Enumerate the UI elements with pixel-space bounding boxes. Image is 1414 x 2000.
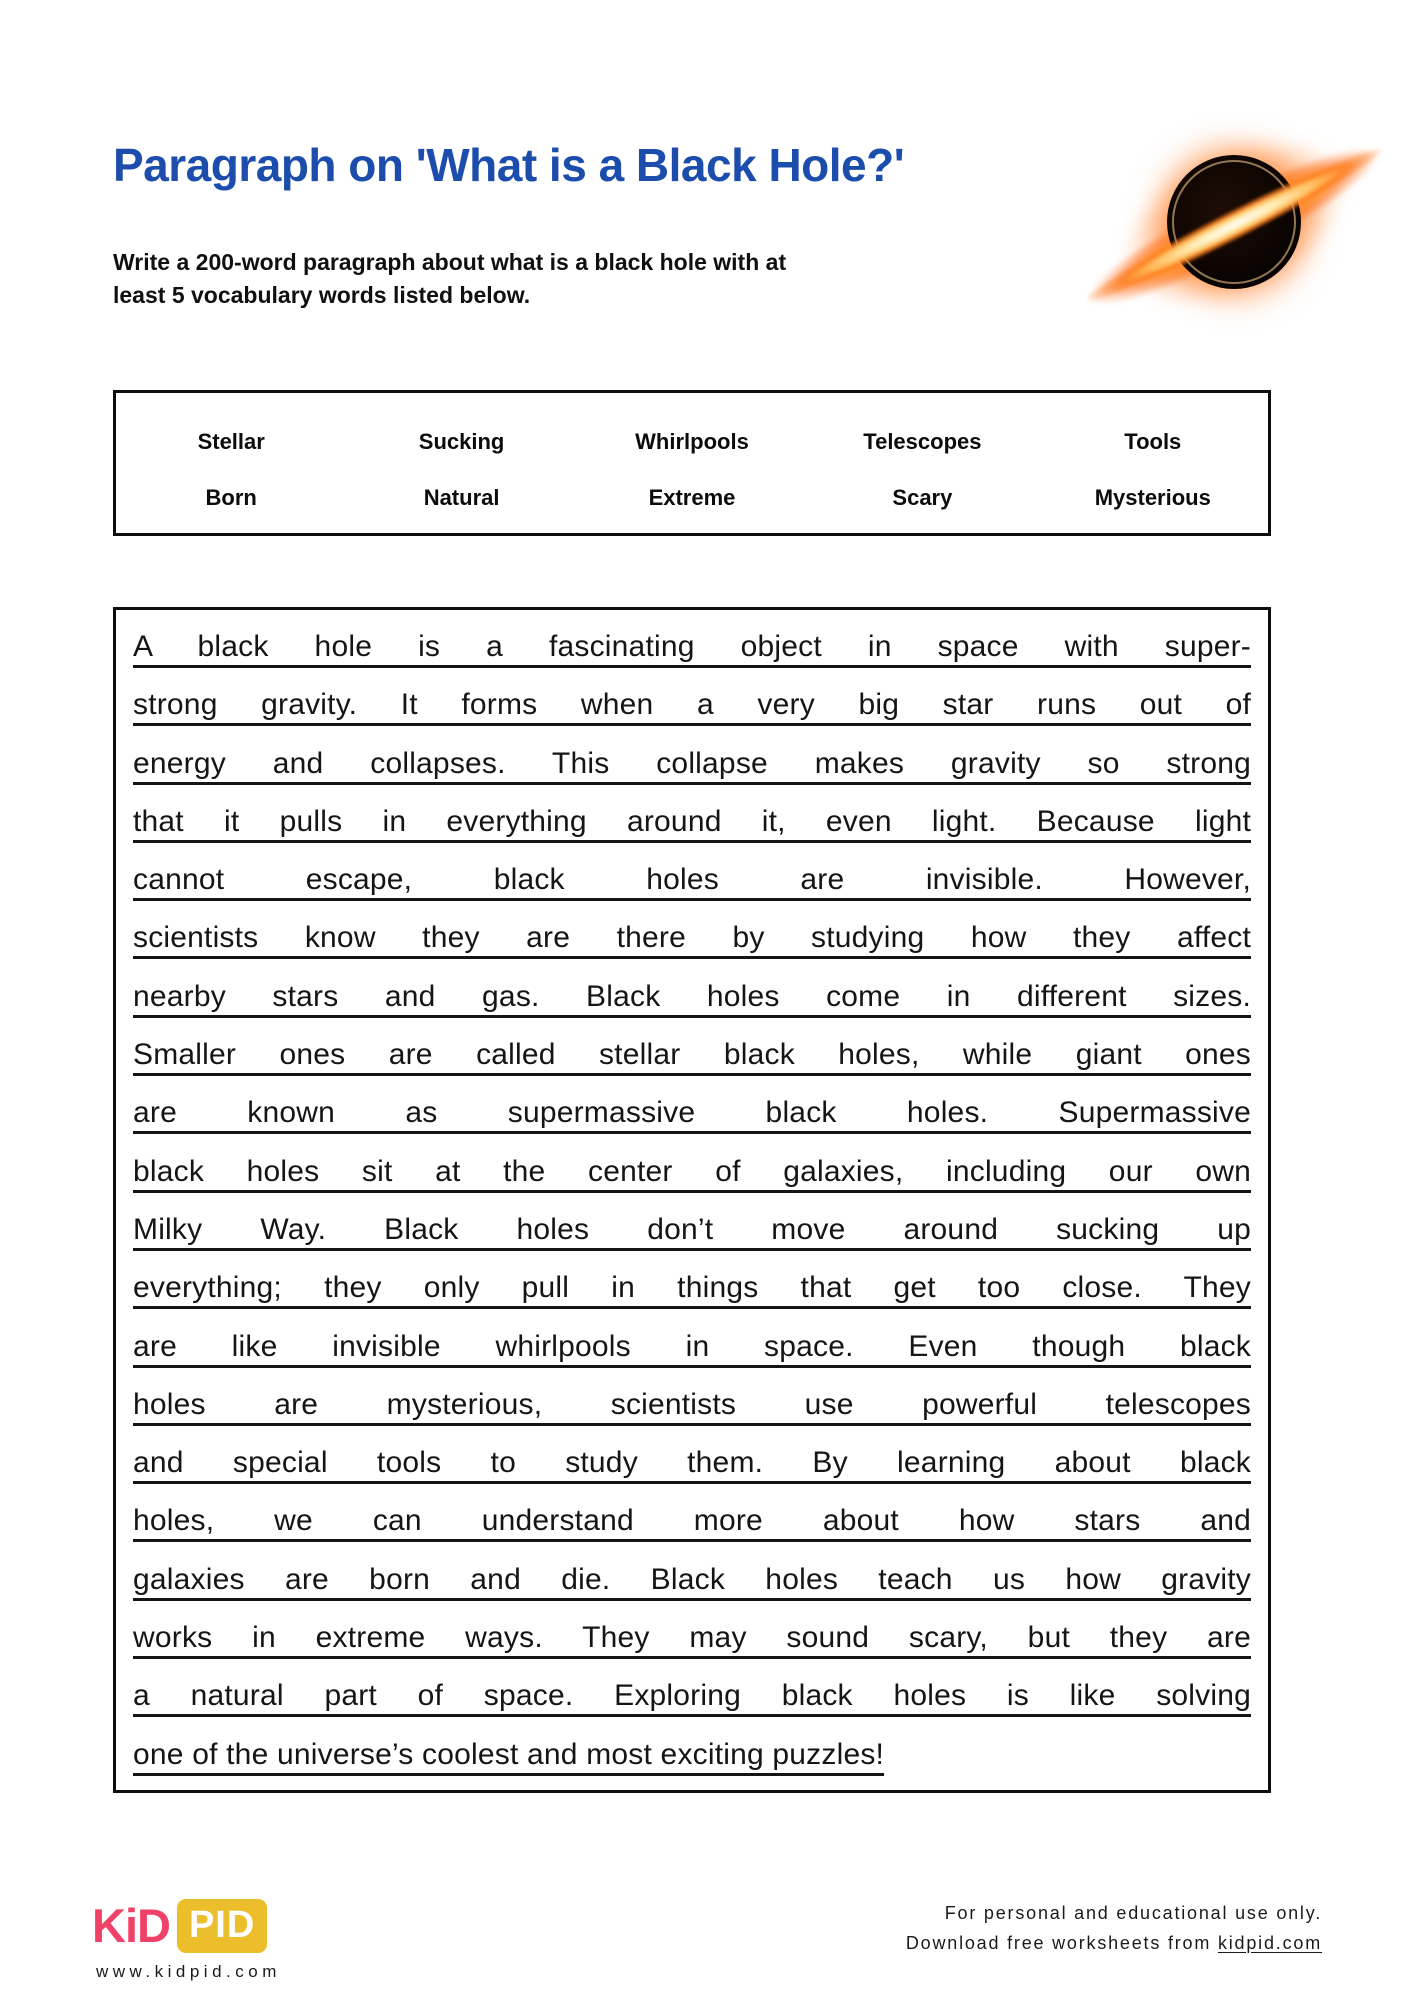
paragraph-line: holes, we can understand more about how stars and bbox=[133, 1504, 1251, 1538]
instructions-line-1: Write a 200-word paragraph about what is a black hole with at bbox=[113, 249, 787, 275]
paragraph-line: are known as supermassive black holes. Supermassive bbox=[133, 1096, 1251, 1130]
paragraph-line: cannot escape, black holes are invisible. However, bbox=[133, 863, 1251, 897]
paragraph-line: strong gravity. It forms when a very big star runs out of bbox=[133, 688, 1251, 722]
kidpid-logo-pid: PID bbox=[177, 1899, 267, 1953]
vocab-word: Tools bbox=[1124, 429, 1182, 454]
vocabulary-box bbox=[113, 390, 1271, 536]
paragraph-line: black holes sit at the center of galaxies, including our own bbox=[133, 1154, 1251, 1188]
vocab-word: Sucking bbox=[418, 429, 505, 454]
vocab-word: Telescopes bbox=[863, 429, 982, 454]
kidpid-link[interactable]: kidpid.com bbox=[1217, 1933, 1322, 1953]
kidpid-logo bbox=[92, 1898, 267, 1954]
usage-note bbox=[906, 1898, 1322, 1958]
vocab-word: Whirlpools bbox=[635, 429, 749, 454]
vocab-word: Natural bbox=[423, 485, 500, 510]
paragraph-line: energy and collapses. This collapse makes gravity so strong bbox=[133, 746, 1251, 780]
instructions bbox=[113, 246, 786, 312]
paragraph-line: a natural part of space. Exploring black holes is like solving bbox=[133, 1679, 1251, 1713]
paragraph-line: and special tools to study them. By learning about black bbox=[133, 1446, 1251, 1480]
vocab-word: Born bbox=[205, 485, 257, 510]
usage-note-line-2 bbox=[906, 1928, 1322, 1958]
kidpid-website-url: www.kidpid.com bbox=[96, 1962, 281, 1981]
paragraph-line: are like invisible whirlpools in space. Even though black bbox=[133, 1329, 1251, 1363]
vocab-word: Stellar bbox=[197, 429, 265, 454]
kidpid-logo-kid: KiD bbox=[92, 1899, 170, 1952]
usage-note-line-1: For personal and educational use only. bbox=[944, 1903, 1322, 1923]
paragraph-answer-box bbox=[113, 607, 1271, 1793]
paragraph-line: holes are mysterious, scientists use powerful telescopes bbox=[133, 1387, 1251, 1421]
instructions-line-2: least 5 vocabulary words listed below. bbox=[113, 282, 531, 308]
vocab-word: Mysterious bbox=[1094, 485, 1211, 510]
paragraph-line: Smaller ones are called stellar black holes, while giant ones bbox=[133, 1038, 1251, 1072]
vocab-word: Scary bbox=[892, 485, 953, 510]
paragraph-line: that it pulls in everything around it, even light. Because light bbox=[133, 804, 1251, 838]
paragraph-line: Milky Way. Black holes don’t move around sucking up bbox=[133, 1212, 1251, 1246]
paragraph-line: nearby stars and gas. Black holes come in different sizes. bbox=[133, 979, 1251, 1013]
usage-note-line-2-text: Download free worksheets from bbox=[905, 1933, 1218, 1953]
paragraph-line: A black hole is a fascinating object in space with super- bbox=[133, 630, 1251, 663]
page-title: Paragraph on 'What is a Black Hole?' bbox=[113, 139, 905, 191]
paragraph-line: galaxies are born and die. Black holes teach us how gravity bbox=[133, 1562, 1251, 1596]
paragraph-line: scientists know they are there by studying how they affect bbox=[133, 921, 1251, 955]
vocab-word: Extreme bbox=[648, 485, 736, 510]
paragraph-line: one of the universe’s coolest and most exciting puzzles! bbox=[133, 1737, 885, 1771]
paragraph-line: works in extreme ways. They may sound scary, but they are bbox=[133, 1621, 1251, 1655]
black-hole-illustration bbox=[1078, 102, 1390, 342]
paragraph-line: everything; they only pull in things that get too close. They bbox=[133, 1271, 1251, 1305]
